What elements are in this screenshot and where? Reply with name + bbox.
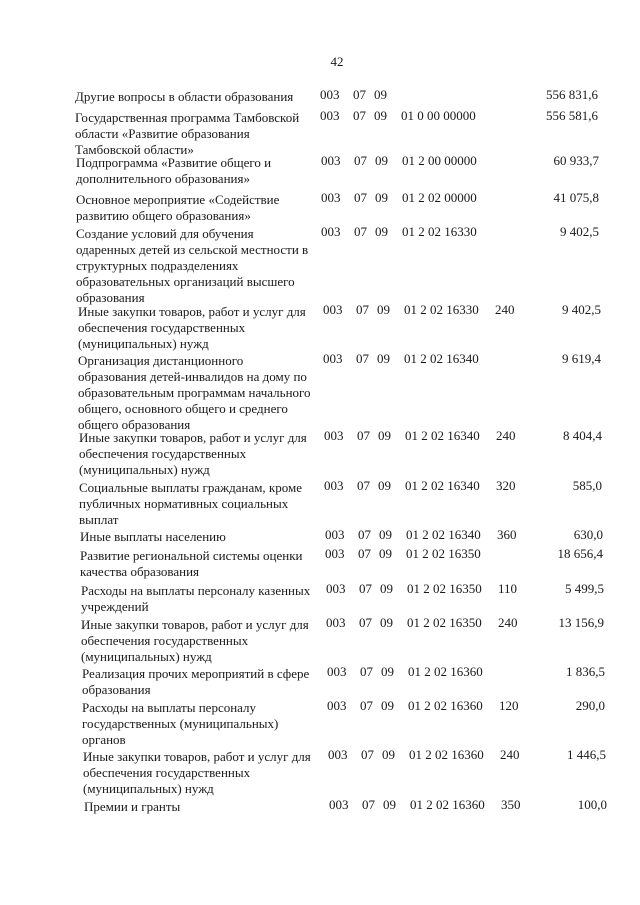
amount: 8 404,4 xyxy=(563,428,602,443)
admin-code: 003 xyxy=(326,581,346,596)
row-name-line: (муниципальных) нужд xyxy=(79,462,210,477)
row-name xyxy=(78,353,318,433)
row-name-line: развитию общего образования» xyxy=(76,208,251,223)
expense-type-code: 240 xyxy=(500,747,520,762)
row-name xyxy=(83,749,323,797)
row-name xyxy=(81,583,321,615)
subsection-code: 09 xyxy=(381,664,394,679)
row-name-line: общего, основного общего и среднего xyxy=(78,401,288,416)
row-name-line: Другие вопросы в области образования xyxy=(75,89,294,104)
table-row xyxy=(0,89,620,105)
target-article-code: 01 2 02 16340 xyxy=(405,478,480,493)
row-name xyxy=(76,155,316,187)
amount: 290,0 xyxy=(575,698,605,713)
row-name-line: обеспечения государственных xyxy=(81,633,249,648)
expense-type-code: 240 xyxy=(498,615,518,630)
subsection-code: 09 xyxy=(382,747,395,762)
table-row xyxy=(1,224,621,305)
row-name-line: Социальные выплаты гражданам, кроме xyxy=(79,480,302,495)
target-article-code: 01 2 02 16350 xyxy=(407,615,482,630)
row-name-line: качества образования xyxy=(80,564,200,579)
section-code: 07 xyxy=(356,302,369,317)
subsection-code: 09 xyxy=(377,302,390,317)
section-code: 07 xyxy=(359,581,372,596)
row-name-line: дополнительного образования» xyxy=(76,171,250,186)
expense-type-code: 350 xyxy=(501,797,521,812)
table-row xyxy=(0,108,620,157)
section-code: 07 xyxy=(353,108,366,123)
target-article-code: 01 2 02 16330 xyxy=(402,224,477,239)
admin-code: 003 xyxy=(325,527,345,542)
admin-code: 003 xyxy=(321,224,341,239)
row-name-line: Реализация прочих мероприятий в сфере xyxy=(82,666,310,681)
row-name-line: Расходы на выплаты персоналу казенных xyxy=(81,583,311,598)
row-name-line: образовательных организаций высшего xyxy=(76,274,295,289)
admin-code: 003 xyxy=(321,153,341,168)
admin-code: 003 xyxy=(326,615,346,630)
expense-type-code: 240 xyxy=(496,428,516,443)
row-name-line: Государственная программа Тамбовской xyxy=(75,110,300,125)
row-name-line: образования детей-инвалидов на дому по xyxy=(78,369,307,384)
amount: 13 156,9 xyxy=(558,615,604,630)
subsection-code: 09 xyxy=(377,351,390,366)
subsection-code: 09 xyxy=(375,224,388,239)
amount: 18 656,4 xyxy=(557,546,603,561)
row-name-line: Подпрограмма «Развитие общего и xyxy=(76,155,272,170)
expense-type-code: 320 xyxy=(496,478,516,493)
row-name-line: (муниципальных) нужд xyxy=(81,649,212,664)
row-name-line: Иные закупки товаров, работ и услуг для xyxy=(78,304,306,319)
row-name-line: образования xyxy=(82,682,151,697)
row-name-line: обеспечения государственных xyxy=(83,765,251,780)
target-article-code: 01 2 02 00000 xyxy=(402,190,477,205)
row-name-line: учреждений xyxy=(81,599,149,614)
row-name-line: органов xyxy=(82,732,126,747)
section-code: 07 xyxy=(362,797,375,812)
subsection-code: 09 xyxy=(381,698,394,713)
target-article-code: 01 2 02 16340 xyxy=(405,428,480,443)
subsection-code: 09 xyxy=(378,428,391,443)
row-name xyxy=(75,89,315,105)
target-article-code: 01 2 00 00000 xyxy=(402,153,477,168)
admin-code: 003 xyxy=(323,302,343,317)
admin-code: 003 xyxy=(325,546,345,561)
row-name xyxy=(82,666,322,698)
row-name xyxy=(81,617,321,665)
amount: 9 402,5 xyxy=(560,224,599,239)
row-name xyxy=(75,110,315,158)
amount: 60 933,7 xyxy=(553,153,599,168)
row-name-line: (муниципальных) нужд xyxy=(83,781,214,796)
row-name-line: Развитие региональной системы оценки xyxy=(80,548,303,563)
amount: 100,0 xyxy=(577,797,607,812)
amount: 5 499,5 xyxy=(565,581,604,596)
section-code: 07 xyxy=(360,664,373,679)
row-name-line: Тамбовской области» xyxy=(75,142,194,157)
amount: 41 075,8 xyxy=(553,190,599,205)
table-row xyxy=(9,799,629,815)
row-name-line: образования xyxy=(76,290,145,305)
amount: 1 836,5 xyxy=(566,664,605,679)
row-name-line: государственных (муниципальных) xyxy=(82,716,279,731)
row-name-line: выплат xyxy=(79,512,119,527)
section-code: 07 xyxy=(357,478,370,493)
table-row xyxy=(7,698,627,747)
admin-code: 003 xyxy=(324,428,344,443)
row-name xyxy=(79,430,319,478)
subsection-code: 09 xyxy=(375,153,388,168)
row-name-line: Премии и гранты xyxy=(84,799,181,814)
admin-code: 003 xyxy=(323,351,343,366)
subsection-code: 09 xyxy=(379,546,392,561)
table-row xyxy=(5,529,625,545)
amount: 556 831,6 xyxy=(546,87,598,102)
row-name-line: Иные закупки товаров, работ и услуг для xyxy=(83,749,311,764)
amount: 556 581,6 xyxy=(546,108,598,123)
admin-code: 003 xyxy=(329,797,349,812)
table-row xyxy=(8,747,628,796)
section-code: 07 xyxy=(356,351,369,366)
row-name xyxy=(80,529,320,545)
row-name-line: Иные закупки товаров, работ и услуг для xyxy=(81,617,309,632)
row-name xyxy=(76,226,316,306)
row-name-line: Иные выплаты населению xyxy=(80,529,226,544)
table-row xyxy=(4,478,624,527)
row-name-line: Иные закупки товаров, работ и услуг для xyxy=(79,430,307,445)
row-name-line: Создание условий для обучения xyxy=(76,226,254,241)
expense-type-code: 360 xyxy=(497,527,517,542)
table-row xyxy=(6,581,626,614)
target-article-code: 01 2 02 16360 xyxy=(410,797,485,812)
row-name-line: Расходы на выплаты персоналу xyxy=(82,700,257,715)
table-row xyxy=(1,190,621,223)
row-name xyxy=(76,192,316,224)
subsection-code: 09 xyxy=(375,190,388,205)
table-row xyxy=(1,153,621,186)
admin-code: 003 xyxy=(320,87,340,102)
table-row xyxy=(4,428,624,477)
row-name-line: (муниципальных) нужд xyxy=(78,336,209,351)
section-code: 07 xyxy=(357,428,370,443)
section-code: 07 xyxy=(358,527,371,542)
target-article-code: 01 0 00 00000 xyxy=(401,108,476,123)
section-code: 07 xyxy=(360,698,373,713)
admin-code: 003 xyxy=(320,108,340,123)
row-name xyxy=(82,700,322,748)
row-name xyxy=(79,480,319,528)
amount: 9 619,4 xyxy=(562,351,601,366)
amount: 1 446,5 xyxy=(567,747,606,762)
expense-type-code: 120 xyxy=(499,698,519,713)
admin-code: 003 xyxy=(327,698,347,713)
page-number: 42 xyxy=(330,54,344,69)
subsection-code: 09 xyxy=(374,108,387,123)
row-name xyxy=(78,304,318,352)
admin-code: 003 xyxy=(324,478,344,493)
section-code: 07 xyxy=(358,546,371,561)
row-name-line: Организация дистанционного xyxy=(78,353,244,368)
section-code: 07 xyxy=(354,153,367,168)
row-name xyxy=(80,548,320,580)
subsection-code: 09 xyxy=(379,527,392,542)
section-code: 07 xyxy=(354,190,367,205)
subsection-code: 09 xyxy=(374,87,387,102)
row-name-line: области «Развитие образования xyxy=(75,126,250,141)
row-name-line: одаренных детей из сельской местности в xyxy=(76,242,309,257)
target-article-code: 01 2 02 16340 xyxy=(406,527,481,542)
target-article-code: 01 2 02 16360 xyxy=(408,698,483,713)
table-row xyxy=(3,351,623,432)
section-code: 07 xyxy=(353,87,366,102)
amount: 630,0 xyxy=(573,527,603,542)
amount: 585,0 xyxy=(572,478,602,493)
table-row xyxy=(6,615,626,664)
amount: 9 402,5 xyxy=(562,302,601,317)
target-article-code: 01 2 02 16330 xyxy=(404,302,479,317)
row-name-line: общего образования xyxy=(78,417,191,432)
subsection-code: 09 xyxy=(380,581,393,596)
subsection-code: 09 xyxy=(378,478,391,493)
table-row xyxy=(3,302,623,351)
admin-code: 003 xyxy=(328,747,348,762)
target-article-code: 01 2 02 16360 xyxy=(408,664,483,679)
row-name-line: обеспечения государственных xyxy=(79,446,247,461)
row-name-line: публичных нормативных социальных xyxy=(79,496,289,511)
admin-code: 003 xyxy=(327,664,347,679)
section-code: 07 xyxy=(359,615,372,630)
expense-type-code: 110 xyxy=(498,581,518,596)
section-code: 07 xyxy=(354,224,367,239)
subsection-code: 09 xyxy=(383,797,396,812)
row-name xyxy=(84,799,324,815)
target-article-code: 01 2 02 16350 xyxy=(407,581,482,596)
row-name-line: структурных подразделениях xyxy=(76,258,239,273)
row-name-line: обеспечения государственных xyxy=(78,320,246,335)
expense-type-code: 240 xyxy=(495,302,515,317)
target-article-code: 01 2 02 16360 xyxy=(409,747,484,762)
table-row xyxy=(5,546,625,579)
target-article-code: 01 2 02 16350 xyxy=(406,546,481,561)
row-name-line: Основное мероприятие «Содействие xyxy=(76,192,280,207)
row-name-line: образовательным программам начального xyxy=(78,385,311,400)
table-row xyxy=(7,664,627,697)
subsection-code: 09 xyxy=(380,615,393,630)
target-article-code: 01 2 02 16340 xyxy=(404,351,479,366)
admin-code: 003 xyxy=(321,190,341,205)
section-code: 07 xyxy=(361,747,374,762)
